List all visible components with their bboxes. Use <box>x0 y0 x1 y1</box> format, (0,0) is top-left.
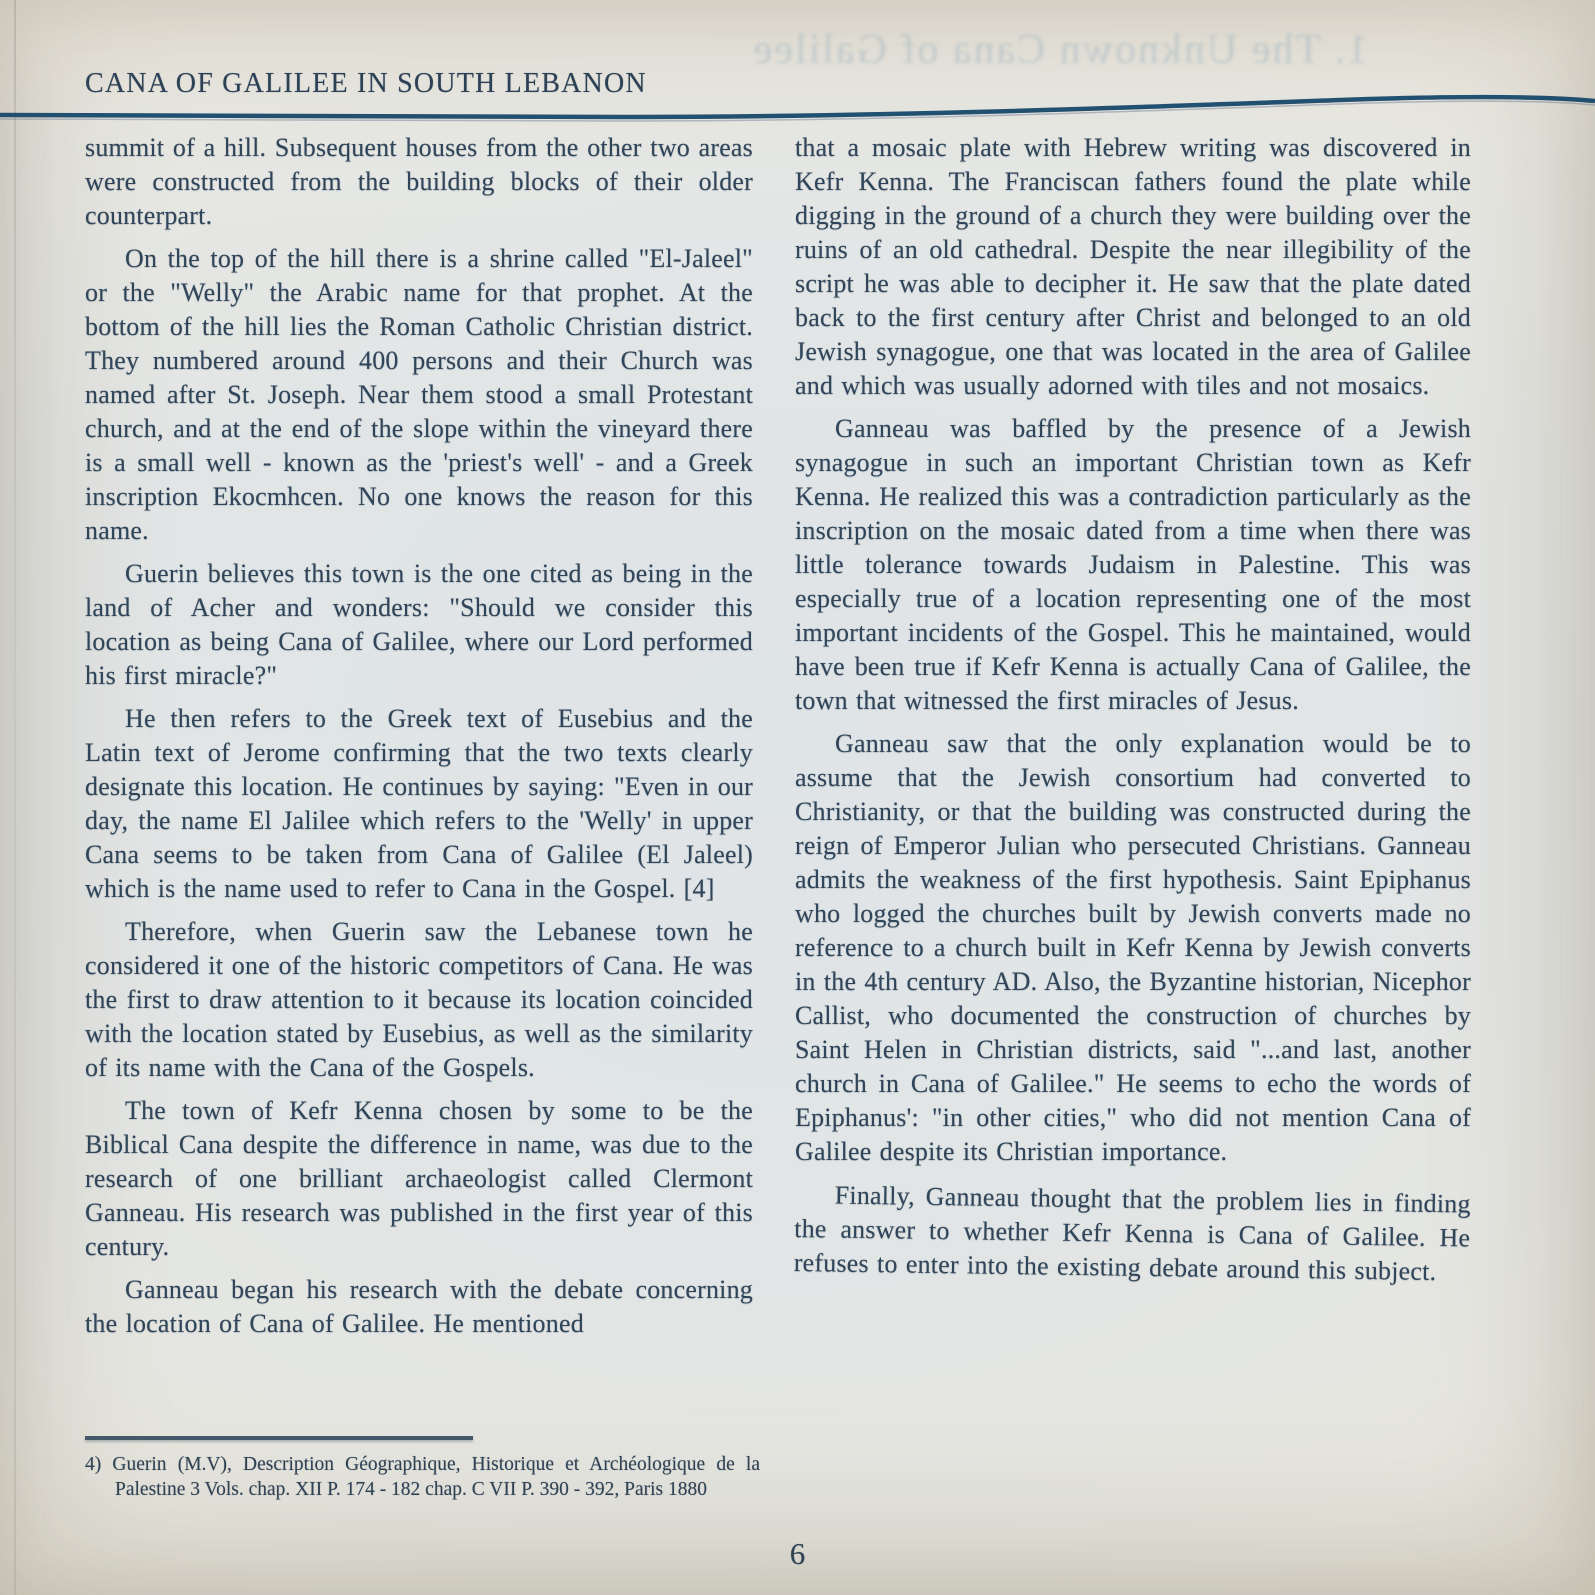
left-text-column <box>85 131 753 1350</box>
paragraph: On the top of the hill there is a shrine called "El-Jaleel" or the "Welly" the Arabic name for that prophet. At the bottom of the hill lies the Roman Catholic Christian district. They numbered around 400 persons and their Church was named after St. Joseph. Near them stood a small Protestant church, and at the end of the slope within the vineyard there is a small well - known as the 'priest's well' - and a Greek inscription Ekocmhcen. No one knows the reason for this name. <box>85 244 753 545</box>
paragraph: Ganneau was baffled by the presence of a Jewish synagogue in such an important Christian town as Kefr Kenna. He realized this was a contradiction particularly as the inscription on the mosaic dated from a time when there was little tolerance towards Judaism in Palestine. This was especially true of a location representing one of the most important incidents of the Gospel. This he maintained, would have been true if Kefr Kenna is actually Cana of Galilee, the town that witnessed the first miracles of Jesus. <box>795 414 1471 715</box>
paragraph: Ganneau saw that the only explanation would be to assume that the Jewish consortium had converted to Christianity, or that the building was constructed during the reign of Emperor Julian who persecuted Christians. Ganneau admits the weakness of the first hypothesis. Saint Epiphanus who logged the churches built by Jewish converts made no reference to a church built in Kefr Kenna by Jewish converts in the 4th century AD. Also, the Byzantine historian, Nicephor Callist, who documented the construction of churches by Saint Helen in Christian districts, said "...and last, another church in Cana of Galilee." He seems to echo the words of Epiphanus': "in other cities," who did not mention Cana of Galilee despite its Christian importance. <box>795 729 1471 1166</box>
page-edge-line <box>14 0 16 1595</box>
paragraph: He then refers to the Greek text of Eusebius and the Latin text of Jerome confirming that the two texts clearly designate this location. He continues by saying: "Even in our day, the name El Jalilee which refers to the 'Welly' in upper Cana seems to be taken from Cana of Galilee (El Jaleel) which is the name used to refer to Cana in the Gospel. [4] <box>85 704 753 903</box>
paragraph: Therefore, when Guerin saw the Lebanese town he considered it one of the historic competitors of Cana. He was the first to draw attention to it because its location coincided with the location stated by Eusebius, as well as the similarity of its name with the Cana of the Gospels. <box>85 917 753 1082</box>
paragraph: The town of Kefr Kenna chosen by some to be the Biblical Cana despite the difference in name, was due to the research of one brilliant archaeologist called Clermont Ganneau. His research was published in the first year of this century. <box>85 1096 753 1261</box>
paragraph: Guerin believes this town is the one cited as being in the land of Acher and wonders: "Should we consider this location as being Cana of Galilee, where our Lord performed his first miracle?" <box>85 559 753 690</box>
footnote-separator <box>85 1436 473 1440</box>
paragraph: Ganneau began his research with the debate concerning the location of Cana of Galilee. He mentioned <box>85 1275 753 1338</box>
footnote: 4) Guerin (M.V), Description Géographique, Historique et Archéologique de la Palestine 3 Vols. chap. XII P. 174 - 182 chap. C VII P. 390 - 392, Paris 1880 <box>85 1454 760 1500</box>
page-number: 6 <box>789 1536 806 1571</box>
paragraph: that a mosaic plate with Hebrew writing was discovered in Kefr Kenna. The Franciscan fathers found the plate while digging in the ground of a church they were building over the ruins of an old cathedral. Despite the near illegibility of the script he was able to decipher it. He saw that the plate dated back to the first century after Christ and belonged to an old Jewish synagogue, one that was located in the area of Galilee and which was usually adorned with tiles and not mosaics. <box>795 133 1471 400</box>
running-header: CANA OF GALILEE IN SOUTH LEBANON <box>85 68 647 99</box>
right-text-column <box>795 131 1471 1289</box>
bleedthrough-chapter-title: 1. The Unknown Cana of Galilee <box>751 27 1369 73</box>
paragraph: Finally, Ganneau thought that the problem lies in finding the answer to whether Kefr Kenna is Cana of Galilee. He refuses to enter into the existing debate around this subject. <box>793 1180 1471 1286</box>
header-rule <box>0 0 1595 140</box>
paragraph: summit of a hill. Subsequent houses from the other two areas were constructed from the building blocks of their older counterpart. <box>85 133 753 230</box>
